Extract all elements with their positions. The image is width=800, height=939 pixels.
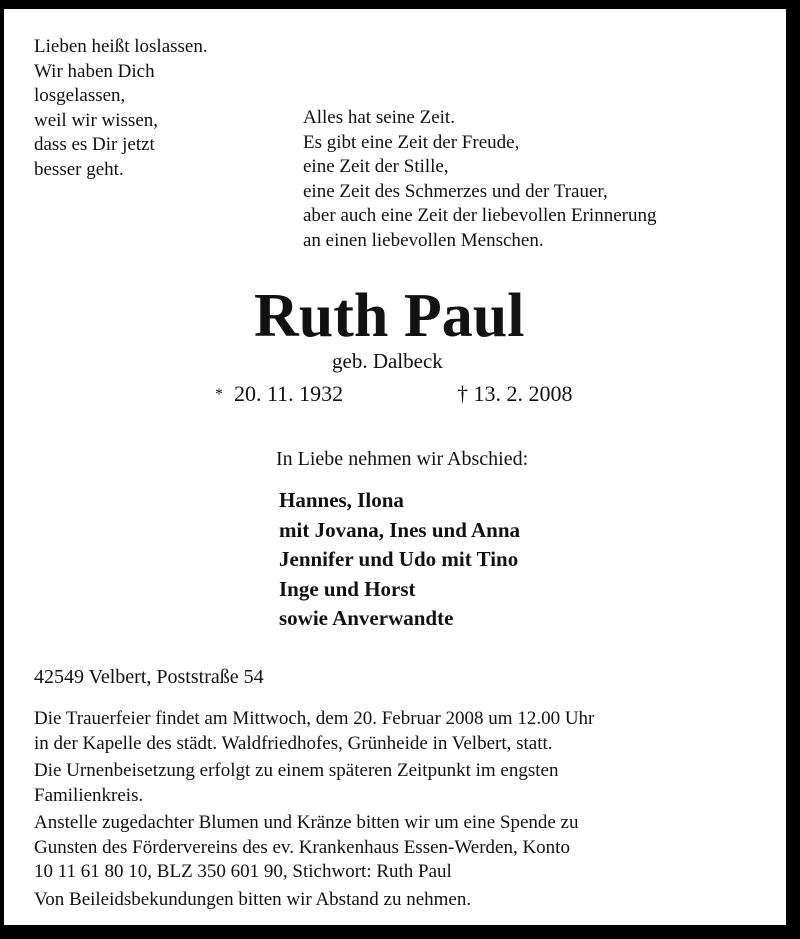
notice-line: in der Kapelle des städt. Waldfriedhofes, Grünheide in Velbert, statt. [34,732,553,754]
poem-line: dass es Dir jetzt [34,134,155,155]
notice-donation [34,811,594,885]
mourner: Inge und Horst [279,576,416,601]
poem-line: Es gibt eine Zeit der Freude, [303,131,520,153]
mourners-list [279,486,520,634]
poem-line: Wir haben Dich [34,60,155,82]
notice-line: Von Beileidsbekundungen bitten wir Abstand zu nehmen. [34,888,472,910]
notice-line: Gunsten des Fördervereins des ev. Krankenhaus Essen-Werden, Konto [34,836,570,858]
poem-line: eine Zeit der Stille, [303,156,449,177]
poem-left [34,35,208,182]
notices [34,707,594,915]
notice-line: Die Urnenbeisetzung erfolgt zu einem späteren Zeitpunkt im engsten [34,760,559,781]
birth-date-line [215,382,343,408]
mourner: mit Jovana, Ines und Anna [279,517,520,542]
notice-line: Familienkreis. [34,784,144,806]
poem-right [303,106,656,253]
cross-icon: † [457,381,468,406]
poem-line: Alles hat seine Zeit. [303,107,455,128]
death-date: 13. 2. 2008 [473,381,573,406]
notice-line: 10 11 61 80 10, BLZ 350 601 90, Stichwort: Ruth Paul [34,861,452,882]
notice-condolences [34,888,594,913]
birth-date: 20. 11. 1932 [234,381,344,406]
poem-line: weil wir wissen, [34,109,159,131]
obituary-notice [4,9,786,925]
poem-line: besser geht. [34,158,124,180]
notice-line: Die Trauerfeier findet am Mittwoch, dem 20. Februar 2008 um 12.00 Uhr [34,708,595,729]
star-icon: * [215,386,223,403]
poem-line: eine Zeit des Schmerzes und der Trauer, [303,180,608,202]
mourner: Jennifer und Udo mit Tino [279,547,519,571]
notice-line: Anstelle zugedachter Blumen und Kränze bitten wir um eine Spende zu [34,812,579,833]
death-date-line [457,382,573,407]
mourner: Hannes, Ilona [279,488,404,512]
address: 42549 Velbert, Poststraße 54 [34,666,264,688]
notice-burial [34,759,594,808]
poem-line: Lieben heißt loslassen. [34,36,208,57]
poem-line: losgelassen, [34,85,126,106]
deceased-name: Ruth Paul [254,282,525,350]
mourner: sowie Anverwandte [279,606,454,630]
poem-line: an einen liebevollen Menschen. [303,229,544,251]
farewell-intro: In Liebe nehmen wir Abschied: [276,448,529,470]
poem-line: aber auch eine Zeit der liebevollen Erinnerung [303,205,657,226]
maiden-name: geb. Dalbeck [332,349,443,373]
notice-funeral [34,707,594,756]
